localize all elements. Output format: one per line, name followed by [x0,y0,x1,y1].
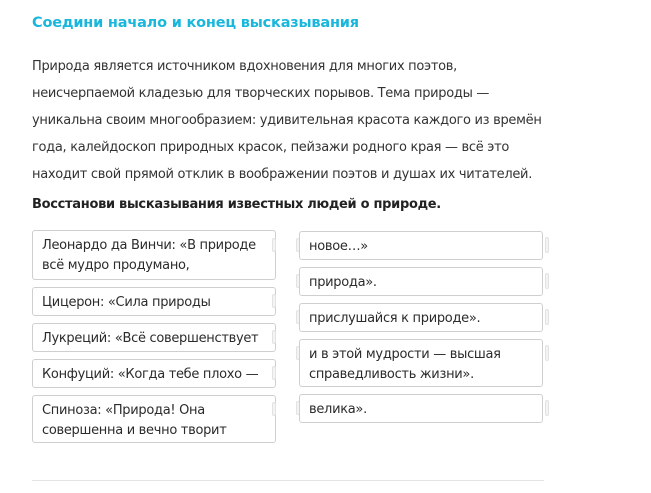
intro-line: находит свой прямой отклик в воображении поэтов и душах их читателей. [32,167,533,182]
ending-card-great[interactable] [299,394,543,423]
beginning-card-leonardo[interactable] [32,230,276,280]
card-text: совершенна и вечно творит [42,423,227,438]
intro-line: неисчерпаемой кладезью для творческих порывов. Тема природы — [32,86,490,101]
beginning-card-cicero[interactable] [32,287,276,316]
connector-handle[interactable] [272,402,276,416]
card-text: новое…» [309,239,368,254]
beginning-card-lucretius[interactable] [32,323,276,352]
card-text: велика». [309,402,367,417]
card-text: и в этой мудрости — высшая [309,347,501,362]
beginning-card-spinoza[interactable] [32,395,276,443]
ending-card-nature[interactable] [299,267,543,296]
intro-line: уникальна своим многообразием: удивительная красота каждого из времён [32,113,542,128]
connector-handle[interactable] [272,366,276,380]
card-text: прислушайся к природе». [309,311,481,326]
intro-line: Природа является источником вдохновения для многих поэтов, [32,59,457,74]
card-text: природа». [309,275,377,290]
card-right-edge [545,273,549,289]
ending-card-wisdom[interactable] [299,339,543,387]
connector-handle[interactable] [272,330,276,344]
ending-card-new[interactable] [299,231,543,260]
intro-paragraph [32,53,542,188]
card-text: Спиноза: «Природа! Она [42,403,205,418]
ending-card-listen[interactable] [299,303,543,332]
exercise-title: Соедини начало и конец высказывания [32,15,359,31]
beginning-card-confucius[interactable] [32,359,276,388]
bottom-divider [32,480,544,481]
card-text: всё мудро продумано, [42,258,190,273]
card-text: Лукреций: «Всё совершенствует [42,331,259,346]
connector-handle[interactable] [272,238,276,252]
card-right-edge [545,400,549,416]
intro-line: года, калейдоскоп природных красок, пейзажи родного края — всё это [32,140,510,155]
card-text: Конфуций: «Когда тебе плохо — [42,367,259,382]
connector-handle[interactable] [272,294,276,308]
card-text: Леонардо да Винчи: «В природе [42,238,256,253]
card-text: справедливость жизни». [309,367,474,382]
card-right-edge [545,309,549,325]
card-text: Цицерон: «Сила природы [42,295,211,310]
card-right-edge [545,345,549,361]
card-right-edge [545,237,549,253]
task-instruction: Восстанови высказывания известных людей о природе. [32,197,441,212]
